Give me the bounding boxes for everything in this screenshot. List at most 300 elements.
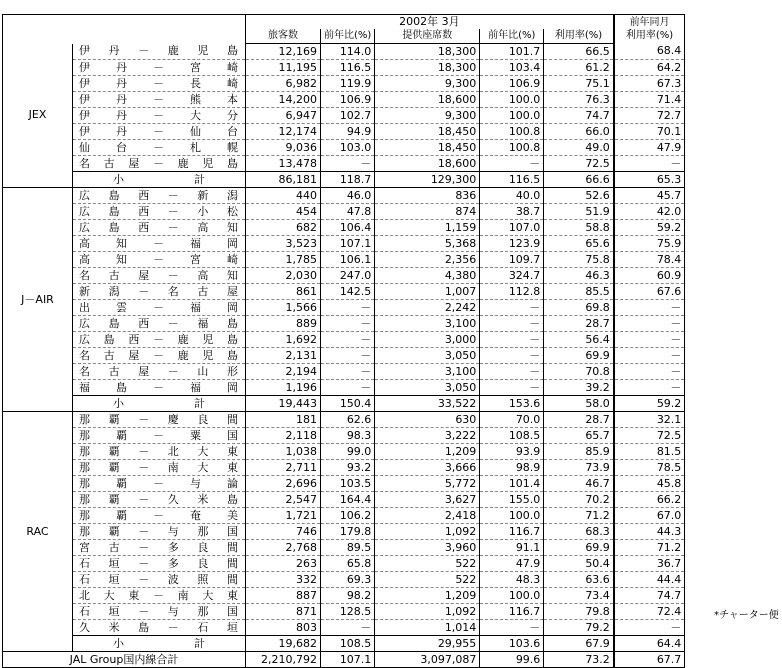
pax-yoy-cell: 119.9 (321, 76, 375, 92)
load-factor-cell: 69.9 (544, 348, 614, 364)
pax-cell: 12,169 (246, 44, 321, 60)
prev-year-load-cell: 71.2 (614, 540, 685, 556)
seats-yoy-cell: 116.7 (480, 524, 544, 540)
seats-cell: 522 (375, 556, 480, 572)
route-cell: 那覇－慶良間 (73, 412, 246, 428)
pax-cell: 861 (246, 284, 321, 300)
route-cell: 広島西－高知 (73, 220, 246, 236)
route-cell: 北大東－南大東 (73, 588, 246, 604)
pax-yoy-cell: 107.1 (321, 236, 375, 252)
prev-year-load-cell: 67.6 (614, 284, 685, 300)
prev-year-load-cell: － (614, 620, 685, 636)
header-period: 2002年 3月 (246, 15, 614, 30)
seats-cell: 18,600 (375, 92, 480, 108)
pax-yoy-cell: 247.0 (321, 268, 375, 284)
header-load-factor: 利用率(%) (544, 29, 614, 44)
prev-year-load-cell: － (614, 156, 685, 172)
route-cell: 那覇－南大東 (73, 460, 246, 476)
pax-cell: 11,195 (246, 60, 321, 76)
load-factor-cell: 58.8 (544, 220, 614, 236)
prev-year-load-cell: 47.9 (614, 140, 685, 156)
seats-cell: 4,380 (375, 268, 480, 284)
seats-cell: 874 (375, 204, 480, 220)
prev-year-load-cell: 66.2 (614, 492, 685, 508)
header-pax: 旅客数 (246, 29, 321, 44)
traffic-table (2, 14, 685, 668)
seats-cell: 3,000 (375, 332, 480, 348)
seats-yoy-cell: 100.0 (480, 508, 544, 524)
seats-yoy-cell: 47.9 (480, 556, 544, 572)
prev-year-load-cell: 71.4 (614, 92, 685, 108)
prev-year-load-cell: － (614, 380, 685, 396)
route-cell: 那覇－久米島 (73, 492, 246, 508)
seats-yoy-cell: 116.7 (480, 604, 544, 620)
pax-yoy-cell: 103.0 (321, 140, 375, 156)
subtotal-label: 小計 (73, 172, 246, 188)
prev-year-load-cell: 78.4 (614, 252, 685, 268)
table-row (3, 124, 685, 140)
prev-year-load-cell: 75.9 (614, 236, 685, 252)
pax-cell: 14,200 (246, 92, 321, 108)
header-corner (3, 15, 246, 44)
seats-cell: 3,100 (375, 364, 480, 380)
seats-yoy-cell: 91.1 (480, 540, 544, 556)
seats-cell: 1,092 (375, 604, 480, 620)
route-cell: 石垣－与那国 (73, 604, 246, 620)
pax-cell: 1,721 (246, 508, 321, 524)
seats-yoy-cell: － (480, 348, 544, 364)
prev-year-load-cell: － (614, 364, 685, 380)
carrier-label: RAC (3, 412, 73, 652)
pax-cell: 86,181 (246, 172, 321, 188)
pax-cell: 2,131 (246, 348, 321, 364)
seats-yoy-cell: 107.0 (480, 220, 544, 236)
load-factor-cell: 66.6 (544, 172, 614, 188)
load-factor-cell: 75.1 (544, 76, 614, 92)
table-row (3, 540, 685, 556)
prev-year-load-cell: 67.3 (614, 76, 685, 92)
route-cell: 新潟－名古屋 (73, 284, 246, 300)
table-row (3, 204, 685, 220)
pax-cell: 887 (246, 588, 321, 604)
seats-yoy-cell: 123.9 (480, 236, 544, 252)
seats-cell: 18,600 (375, 156, 480, 172)
prev-year-load-cell: 72.4 (614, 604, 685, 620)
route-cell: 名古屋－高知 (73, 268, 246, 284)
load-factor-cell: 58.0 (544, 396, 614, 412)
table-row (3, 156, 685, 172)
pax-cell: 181 (246, 412, 321, 428)
load-factor-cell: 73.2 (544, 652, 614, 668)
seats-cell: 3,100 (375, 316, 480, 332)
prev-year-load-cell: 65.3 (614, 172, 685, 188)
pax-yoy-cell: 98.2 (321, 588, 375, 604)
prev-year-load-cell: 78.5 (614, 460, 685, 476)
seats-cell: 33,522 (375, 396, 480, 412)
seats-yoy-cell: － (480, 156, 544, 172)
load-factor-cell: 63.6 (544, 572, 614, 588)
table-row (3, 364, 685, 380)
seats-cell: 18,450 (375, 124, 480, 140)
seats-yoy-cell: 100.0 (480, 588, 544, 604)
pax-cell: 1,692 (246, 332, 321, 348)
seats-cell: 18,300 (375, 44, 480, 60)
seats-yoy-cell: 48.3 (480, 572, 544, 588)
load-factor-cell: 85.5 (544, 284, 614, 300)
pax-cell: 440 (246, 188, 321, 204)
pax-yoy-cell: 94.9 (321, 124, 375, 140)
load-factor-cell: 79.2 (544, 620, 614, 636)
seats-yoy-cell: － (480, 300, 544, 316)
table-row (3, 492, 685, 508)
seats-yoy-cell: 101.4 (480, 476, 544, 492)
table-row (3, 236, 685, 252)
route-cell: 高知－宮崎 (73, 252, 246, 268)
load-factor-cell: 69.9 (544, 540, 614, 556)
table-row (3, 380, 685, 396)
prev-year-load-cell: 72.5 (614, 428, 685, 444)
seats-yoy-cell: － (480, 620, 544, 636)
prev-year-load-cell: 81.5 (614, 444, 685, 460)
pax-cell: 9,036 (246, 140, 321, 156)
seats-yoy-cell: 108.5 (480, 428, 544, 444)
pax-yoy-cell: 106.9 (321, 92, 375, 108)
pax-cell: 6,947 (246, 108, 321, 124)
load-factor-cell: 50.4 (544, 556, 614, 572)
table-row (3, 268, 685, 284)
prev-year-load-cell: 59.2 (614, 396, 685, 412)
pax-cell: 332 (246, 572, 321, 588)
pax-cell: 1,566 (246, 300, 321, 316)
prev-year-load-cell: － (614, 300, 685, 316)
seats-cell: 1,014 (375, 620, 480, 636)
prev-year-load-cell: 36.7 (614, 556, 685, 572)
pax-cell: 12,174 (246, 124, 321, 140)
seats-cell: 9,300 (375, 76, 480, 92)
prev-year-load-cell: 44.4 (614, 572, 685, 588)
pax-yoy-cell: 65.8 (321, 556, 375, 572)
load-factor-cell: 46.3 (544, 268, 614, 284)
load-factor-cell: 73.4 (544, 588, 614, 604)
load-factor-cell: 39.2 (544, 380, 614, 396)
pax-yoy-cell: － (321, 380, 375, 396)
pax-yoy-cell: 46.0 (321, 188, 375, 204)
subtotal-row (3, 396, 685, 412)
subtotal-row (3, 172, 685, 188)
load-factor-cell: 79.8 (544, 604, 614, 620)
table-row (3, 588, 685, 604)
load-factor-cell: 66.0 (544, 124, 614, 140)
seats-yoy-cell: 103.6 (480, 636, 544, 652)
table-row (3, 476, 685, 492)
seats-yoy-cell: 100.8 (480, 140, 544, 156)
pax-yoy-cell: 106.2 (321, 508, 375, 524)
table-row (3, 316, 685, 332)
load-factor-cell: 70.8 (544, 364, 614, 380)
route-cell: 伊丹－宮崎 (73, 60, 246, 76)
pax-yoy-cell: 106.4 (321, 220, 375, 236)
load-factor-cell: 72.5 (544, 156, 614, 172)
prev-year-load-cell: 68.4 (614, 44, 685, 60)
pax-cell: 13,478 (246, 156, 321, 172)
seats-cell: 1,209 (375, 588, 480, 604)
prev-year-load-cell: 67.0 (614, 508, 685, 524)
seats-cell: 3,627 (375, 492, 480, 508)
route-cell: 名古屋－鹿児島 (73, 156, 246, 172)
pax-cell: 1,196 (246, 380, 321, 396)
table-row (3, 220, 685, 236)
carrier-label: JEX (3, 44, 73, 188)
seats-yoy-cell: 101.7 (480, 44, 544, 60)
seats-yoy-cell: － (480, 316, 544, 332)
pax-cell: 2,194 (246, 364, 321, 380)
prev-year-load-cell: 72.7 (614, 108, 685, 124)
table-row (3, 140, 685, 156)
table-row (3, 524, 685, 540)
prev-year-load-cell: 70.1 (614, 124, 685, 140)
seats-yoy-cell: 93.9 (480, 444, 544, 460)
seats-yoy-cell: 153.6 (480, 396, 544, 412)
load-factor-cell: 68.3 (544, 524, 614, 540)
load-factor-cell: 66.5 (544, 44, 614, 60)
seats-cell: 3,050 (375, 348, 480, 364)
load-factor-cell: 28.7 (544, 316, 614, 332)
subtotal-label: 小計 (73, 396, 246, 412)
prev-year-load-cell: － (614, 348, 685, 364)
seats-cell: 2,242 (375, 300, 480, 316)
prev-year-load-cell: 45.7 (614, 188, 685, 204)
route-cell: 石垣－波照間 (73, 572, 246, 588)
seats-yoy-cell: 100.0 (480, 92, 544, 108)
pax-cell: 2,118 (246, 428, 321, 444)
seats-yoy-cell: 38.7 (480, 204, 544, 220)
grand-total-label: JAL Group国内線合計 (3, 652, 246, 668)
route-cell: 伊丹－仙台 (73, 124, 246, 140)
route-cell: 那覇－粟国 (73, 428, 246, 444)
load-factor-cell: 46.7 (544, 476, 614, 492)
route-cell: 那覇－与論 (73, 476, 246, 492)
load-factor-cell: 49.0 (544, 140, 614, 156)
seats-cell: 836 (375, 188, 480, 204)
route-cell: 伊丹－長崎 (73, 76, 246, 92)
pax-cell: 871 (246, 604, 321, 620)
prev-year-load-cell: 74.7 (614, 588, 685, 604)
pax-cell: 454 (246, 204, 321, 220)
route-cell: 那覇－与那国 (73, 524, 246, 540)
pax-cell: 2,768 (246, 540, 321, 556)
seats-cell: 3,222 (375, 428, 480, 444)
pax-yoy-cell: 128.5 (321, 604, 375, 620)
subtotal-label: 小計 (73, 636, 246, 652)
pax-yoy-cell: 179.8 (321, 524, 375, 540)
pax-yoy-cell: 107.1 (321, 652, 375, 668)
pax-yoy-cell: － (321, 300, 375, 316)
route-cell: 那覇－北大東 (73, 444, 246, 460)
prev-year-load-cell: 60.9 (614, 268, 685, 284)
seats-cell: 3,666 (375, 460, 480, 476)
seats-cell: 9,300 (375, 108, 480, 124)
seats-cell: 3,960 (375, 540, 480, 556)
table-row (3, 300, 685, 316)
table-row (3, 572, 685, 588)
seats-cell: 1,092 (375, 524, 480, 540)
load-factor-cell: 70.2 (544, 492, 614, 508)
pax-cell: 3,523 (246, 236, 321, 252)
seats-cell: 18,450 (375, 140, 480, 156)
pax-yoy-cell: 118.7 (321, 172, 375, 188)
seats-yoy-cell: 100.8 (480, 124, 544, 140)
table-row (3, 556, 685, 572)
table-row (3, 252, 685, 268)
grand-total-row (3, 652, 685, 668)
pax-cell: 1,785 (246, 252, 321, 268)
seats-yoy-cell: 116.5 (480, 172, 544, 188)
table-row (3, 508, 685, 524)
header-pax-yoy: 前年比(%) (321, 29, 375, 44)
table-row (3, 284, 685, 300)
seats-cell: 1,007 (375, 284, 480, 300)
pax-cell: 803 (246, 620, 321, 636)
seats-yoy-cell: 324.7 (480, 268, 544, 284)
route-cell: 名古屋－山形 (73, 364, 246, 380)
carrier-label: J－AIR (3, 188, 73, 412)
prev-year-load-cell: 67.7 (614, 652, 685, 668)
pax-yoy-cell: － (321, 364, 375, 380)
table-row (3, 604, 685, 620)
seats-yoy-cell: 40.0 (480, 188, 544, 204)
route-cell: 広島西－福島 (73, 316, 246, 332)
route-cell: 広島西－鹿児島 (73, 332, 246, 348)
route-cell: 広島西－新潟 (73, 188, 246, 204)
load-factor-cell: 65.6 (544, 236, 614, 252)
seats-cell: 2,418 (375, 508, 480, 524)
route-cell: 石垣－多良間 (73, 556, 246, 572)
table-row (3, 44, 685, 60)
prev-year-load-cell: 45.8 (614, 476, 685, 492)
seats-yoy-cell: － (480, 332, 544, 348)
pax-cell: 19,682 (246, 636, 321, 652)
load-factor-cell: 65.7 (544, 428, 614, 444)
header-row-1 (3, 15, 685, 30)
table-row (3, 60, 685, 76)
table-row (3, 460, 685, 476)
seats-yoy-cell: 112.8 (480, 284, 544, 300)
pax-yoy-cell: 99.0 (321, 444, 375, 460)
route-cell: 名古屋－鹿児島 (73, 348, 246, 364)
route-cell: 伊丹－熊本 (73, 92, 246, 108)
seats-cell: 1,159 (375, 220, 480, 236)
pax-yoy-cell: － (321, 156, 375, 172)
prev-year-load-cell: 42.0 (614, 204, 685, 220)
pax-cell: 263 (246, 556, 321, 572)
prev-year-load-cell: － (614, 332, 685, 348)
pax-yoy-cell: 114.0 (321, 44, 375, 60)
seats-yoy-cell: 70.0 (480, 412, 544, 428)
seats-yoy-cell: 155.0 (480, 492, 544, 508)
seats-yoy-cell: － (480, 380, 544, 396)
table-row (3, 188, 685, 204)
prev-year-load-cell: 64.4 (614, 636, 685, 652)
table-row (3, 92, 685, 108)
pax-yoy-cell: 108.5 (321, 636, 375, 652)
load-factor-cell: 71.2 (544, 508, 614, 524)
pax-yoy-cell: 164.4 (321, 492, 375, 508)
seats-cell: 129,300 (375, 172, 480, 188)
route-cell: 伊丹－大分 (73, 108, 246, 124)
seats-yoy-cell: 100.0 (480, 108, 544, 124)
seats-cell: 18,300 (375, 60, 480, 76)
route-cell: 仙台－札幌 (73, 140, 246, 156)
pax-yoy-cell: 116.5 (321, 60, 375, 76)
route-cell: 久米島－石垣 (73, 620, 246, 636)
load-factor-cell: 69.8 (544, 300, 614, 316)
pax-yoy-cell: 102.7 (321, 108, 375, 124)
route-cell: 福島－福岡 (73, 380, 246, 396)
prev-year-load-cell: 32.1 (614, 412, 685, 428)
subtotal-row (3, 636, 685, 652)
seats-yoy-cell: 103.4 (480, 60, 544, 76)
route-cell: 宮古－多良間 (73, 540, 246, 556)
seats-cell: 3,050 (375, 380, 480, 396)
seats-cell: 3,097,087 (375, 652, 480, 668)
pax-cell: 2,547 (246, 492, 321, 508)
pax-cell: 2,030 (246, 268, 321, 284)
load-factor-cell: 76.3 (544, 92, 614, 108)
route-cell: 那覇－奄美 (73, 508, 246, 524)
prev-year-load-cell: 59.2 (614, 220, 685, 236)
pax-yoy-cell: － (321, 348, 375, 364)
pax-yoy-cell: － (321, 332, 375, 348)
pax-yoy-cell: 69.3 (321, 572, 375, 588)
table-row (3, 620, 685, 636)
load-factor-cell: 85.9 (544, 444, 614, 460)
load-factor-cell: 74.7 (544, 108, 614, 124)
route-cell: 広島西－小松 (73, 204, 246, 220)
seats-yoy-cell: － (480, 364, 544, 380)
seats-cell: 5,772 (375, 476, 480, 492)
table-row (3, 332, 685, 348)
seats-cell: 2,356 (375, 252, 480, 268)
load-factor-cell: 51.9 (544, 204, 614, 220)
load-factor-cell: 52.6 (544, 188, 614, 204)
pax-cell: 6,982 (246, 76, 321, 92)
seats-cell: 5,368 (375, 236, 480, 252)
pax-yoy-cell: 89.5 (321, 540, 375, 556)
prev-year-load-cell: － (614, 316, 685, 332)
pax-yoy-cell: 62.6 (321, 412, 375, 428)
pax-yoy-cell: 150.4 (321, 396, 375, 412)
header-seats: 提供座席数 (375, 29, 480, 44)
pax-yoy-cell: 142.5 (321, 284, 375, 300)
table-row (3, 108, 685, 124)
prev-year-load-cell: 44.3 (614, 524, 685, 540)
seats-yoy-cell: 98.9 (480, 460, 544, 476)
pax-cell: 2,711 (246, 460, 321, 476)
pax-yoy-cell: － (321, 620, 375, 636)
table-row (3, 444, 685, 460)
charter-note: *チャーター便 (714, 610, 779, 621)
pax-yoy-cell: 98.3 (321, 428, 375, 444)
seats-cell: 29,955 (375, 636, 480, 652)
pax-cell: 19,443 (246, 396, 321, 412)
load-factor-cell: 28.7 (544, 412, 614, 428)
table-row (3, 348, 685, 364)
pax-cell: 2,210,792 (246, 652, 321, 668)
route-cell: 高知－福岡 (73, 236, 246, 252)
load-factor-cell: 67.9 (544, 636, 614, 652)
pax-yoy-cell: 103.5 (321, 476, 375, 492)
load-factor-cell: 61.2 (544, 60, 614, 76)
